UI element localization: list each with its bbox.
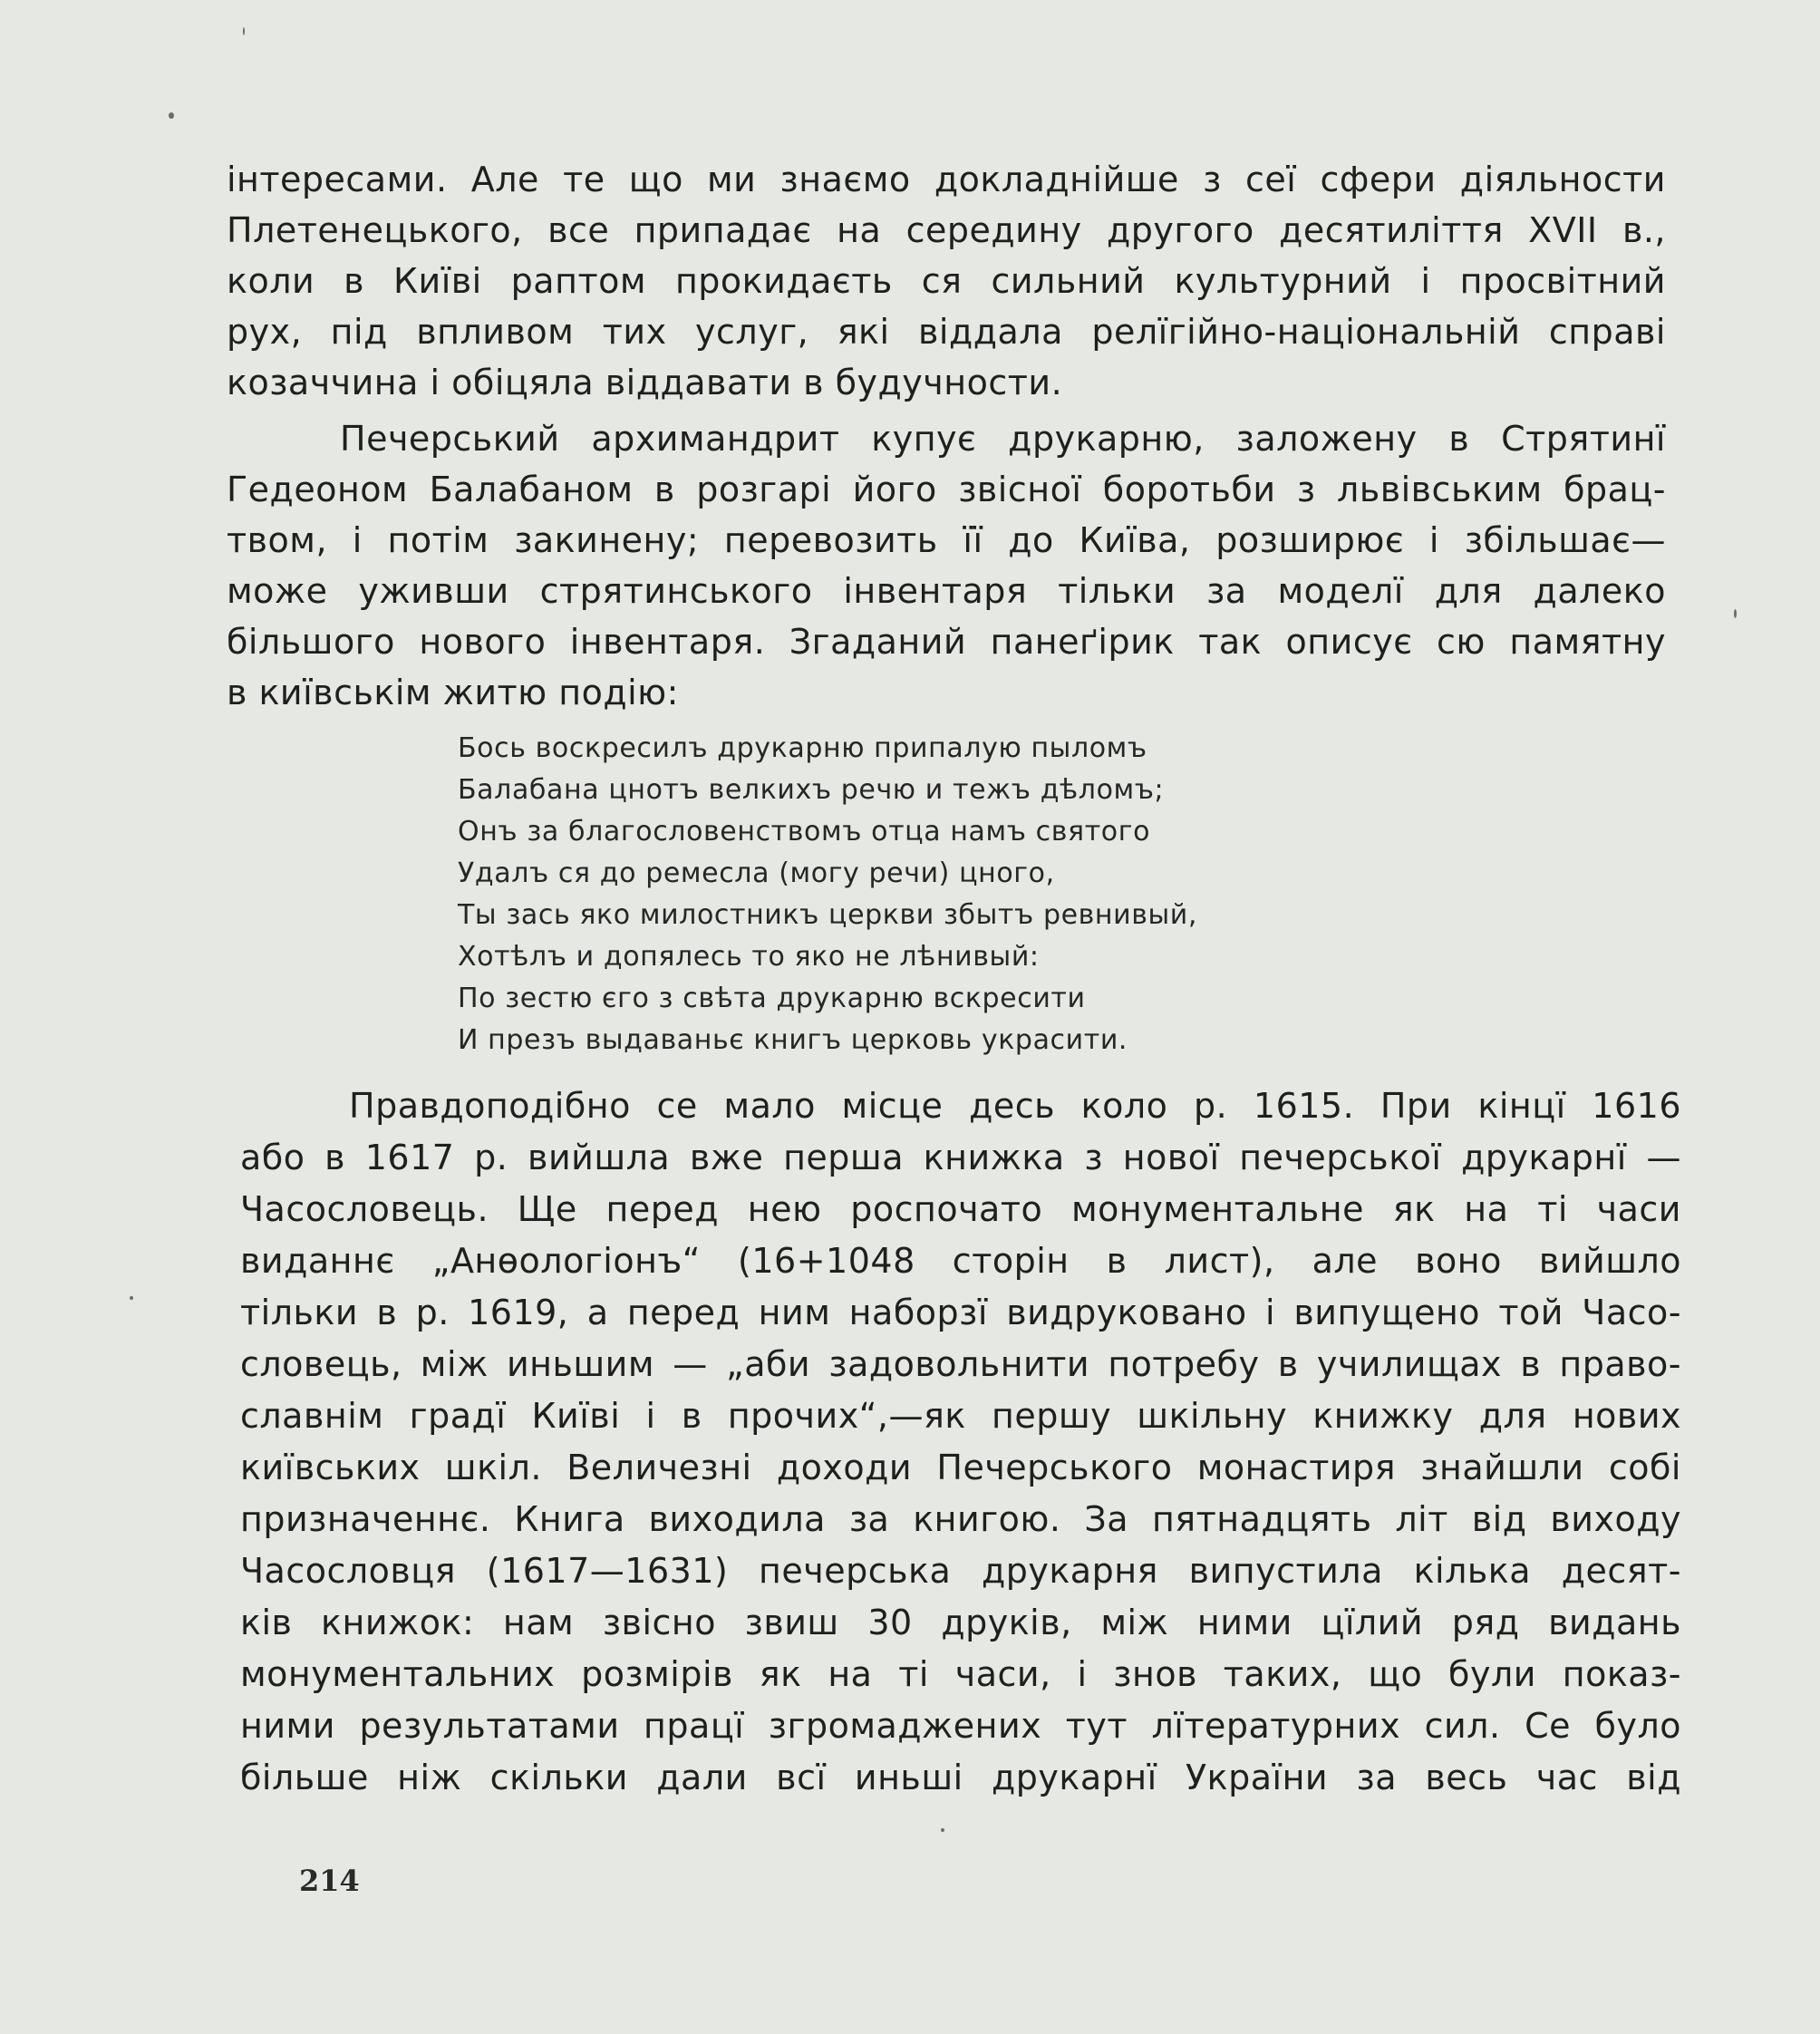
- verse-line: Бось воскресилъ друкарню припалую пыломъ: [458, 732, 1147, 764]
- paper-speck: [130, 1296, 133, 1300]
- text-line: інтересами. Але те що ми знаємо докладнійше з сеї сфери діяльности: [227, 160, 1666, 199]
- text-line: ними результатами працї згромаджених тут лїтературних сил. Се було: [240, 1706, 1681, 1746]
- paper-speck: [169, 112, 174, 119]
- text-line: Часословця (1617—1631) печерська друкарня випустила кілька десят-: [240, 1551, 1681, 1591]
- text-line: козаччина і обіцяла віддавати в будучности.: [227, 363, 1063, 402]
- text-line: тільки в р. 1619, а перед ним наборзї видруковано і випущено той Часо-: [240, 1293, 1681, 1332]
- verse-line: Хотѣлъ и допялесь то яко не лѣнивый:: [458, 941, 1040, 973]
- verse-line: И презъ выдаваньє книгъ церковь украсити.: [458, 1024, 1128, 1056]
- verse-line: Удалъ ся до ремесла (могу речи) цного,: [458, 857, 1055, 889]
- verse-line: Онъ за благословенствомъ отца намъ святого: [458, 816, 1151, 848]
- text-line: київських шкіл. Величезні доходи Печерського монастиря знайшли собі: [240, 1448, 1681, 1487]
- text-line: славнім градї Київі і в прочих“,—як першу шкільну книжку для нових: [240, 1396, 1681, 1436]
- text-line: більшого нового інвентаря. Згаданий панеґірик так описує сю памятну: [227, 622, 1666, 662]
- text-line: ків книжок: нам звісно звиш 30 друків, між ними цїлий ряд видань: [240, 1603, 1681, 1642]
- verse-line: По зестю єго з свѣта друкарню вскресити: [458, 983, 1086, 1014]
- page-number: 214: [299, 1864, 360, 1898]
- verse-line: Балабана цнотъ велкихъ речю и тежъ дѣломъ;: [458, 774, 1165, 806]
- text-line: рух, під впливом тих услуг, які віддала релїгійно-національній справі: [227, 312, 1666, 352]
- text-line: словець, між иньшим — „аби задовольнити потребу в училищах в право-: [240, 1344, 1681, 1384]
- text-line: коли в Київі раптом прокидаєть ся сильний культурний і просвітний: [227, 261, 1666, 301]
- text-line: в київськім житю подію:: [227, 673, 679, 712]
- text-line: Плетенецького, все припадає на середину другого десятиліття XVII в.,: [227, 210, 1666, 250]
- text-line: Правдоподібно се мало місце десь коло р. 1615. При кінцї 1616: [349, 1086, 1681, 1126]
- text-line: більше ніж скільки дали всї иньші друкарнї України за весь час від: [240, 1758, 1681, 1797]
- paper-speck: [1734, 609, 1737, 618]
- text-line: виданнє „Анѳологіонъ“ (16+1048 сторін в лист), але воно вийшло: [240, 1241, 1681, 1281]
- text-line: або в 1617 р. вийшла вже перша книжка з нової печерської друкарнї —: [240, 1138, 1681, 1177]
- text-line: Печерський архимандрит купує друкарню, заложену в Стрятинї: [340, 419, 1666, 459]
- text-line: призначеннє. Книга виходила за книгою. За пятнадцять літ від виходу: [240, 1499, 1681, 1539]
- text-line: твом, і потім закинену; перевозить її до Київа, розширює і збільшає—: [227, 520, 1666, 560]
- text-line: Гедеоном Балабаном в розгарі його звісної боротьби з львівським брац-: [227, 470, 1666, 509]
- text-line: Часословець. Ще перед нею роспочато монументальне як на ті часи: [240, 1189, 1681, 1229]
- text-line: може уживши стрятинського інвентаря тільки за моделї для далеко: [227, 571, 1666, 611]
- verse-line: Ты зась яко милостникъ церкви збытъ ревнивый,: [458, 899, 1198, 931]
- paper-speck: [941, 1828, 944, 1832]
- text-line: монументальних розмірів як на ті часи, і знов таких, що були показ-: [240, 1654, 1681, 1694]
- paper-speck: [243, 27, 245, 35]
